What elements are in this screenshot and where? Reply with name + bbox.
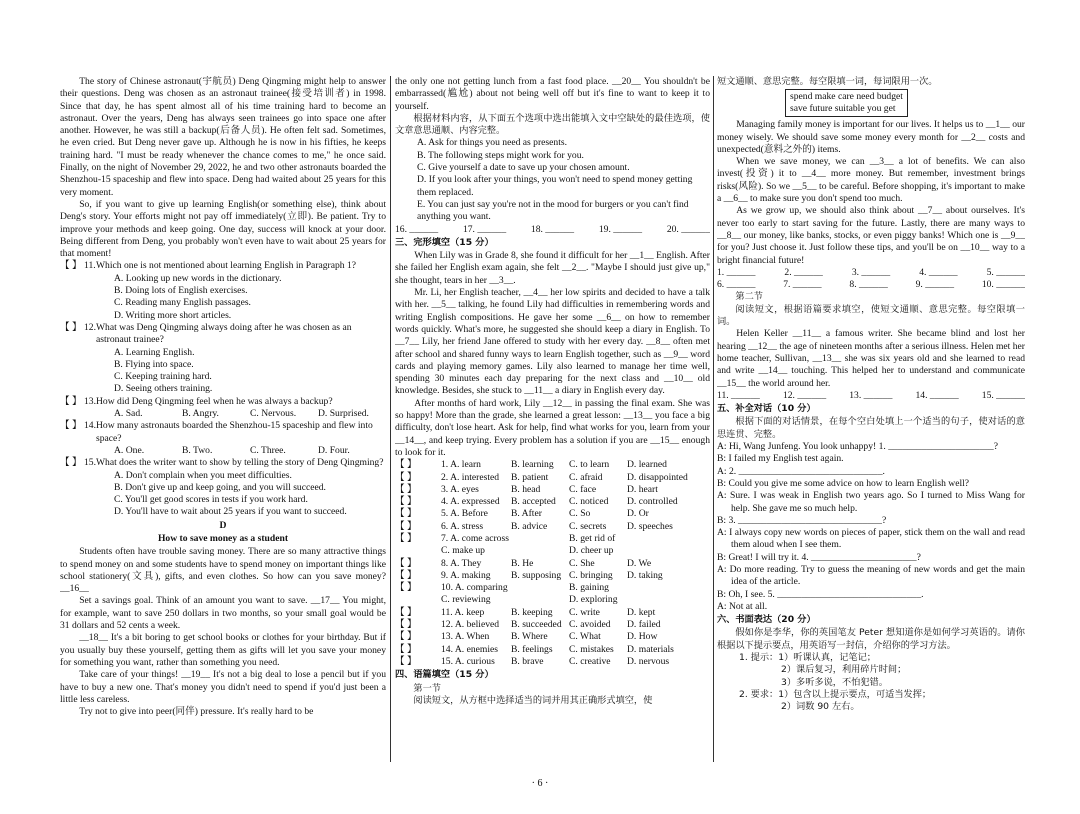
option xyxy=(511,594,569,606)
money-paragraph: As we grow up, we should also think about __7__ about ourselves. It's never too early to start saving for the future. Lastly, there are many ways to __8__ our money, like banks, stocks, or even piggy banks! Which one is __9__ for you? Just choose it. Just follow these tips, and you'll be on __10__ way to a bright financial future! xyxy=(717,205,1025,266)
cloze-option-row xyxy=(395,521,710,533)
dialogue-line: A: Do more reading. Try to guess the meaning of new words and get the main idea of the article. xyxy=(717,563,1025,588)
answer-blank: 20. ______ xyxy=(666,223,710,235)
option: B. learning xyxy=(511,459,554,471)
option: C. You'll get good scores in tests if you work hard. xyxy=(114,494,308,506)
writing-tip: 2）词数 90 左右。 xyxy=(781,701,860,713)
option: B. After xyxy=(511,508,542,520)
answer-blank: 17. ______ xyxy=(462,223,507,235)
section-3-title: 三、完形填空（15 分） xyxy=(395,236,494,248)
dialogue-line: B: Great! I will try it. 4. ______________________? xyxy=(717,551,921,563)
answer-bracket[interactable]: 【 】 xyxy=(60,420,82,432)
writing-tip: 2）课后复习，利用碎片时间； xyxy=(781,664,907,676)
answer-bracket[interactable]: 【 】 xyxy=(395,483,417,495)
option: D. Writing more short articles. xyxy=(114,309,232,321)
question-stem: How many astronauts boarded the Shenzhou-15 spaceship and flew into space? xyxy=(96,420,373,444)
option: D. kept xyxy=(627,606,656,618)
cloze-option-row xyxy=(395,570,710,582)
option: A. Learning English. xyxy=(114,346,195,358)
answer-blank: 10. ______ xyxy=(981,279,1025,291)
answer-blank: 13. ______ xyxy=(849,389,893,401)
option: D. failed xyxy=(627,619,661,631)
option: A. Sad. xyxy=(114,408,143,420)
answer-blanks xyxy=(717,390,1025,402)
option: C. to learn xyxy=(569,459,610,471)
passage-d-paragraph: Students often have trouble saving money. There are so many attractive things to spend money on and some students have to spend money on important things like school stationery(文具), gifts, and even clothes. So how can you save money? __16__ xyxy=(60,546,386,595)
dialogue-line: B: I failed my English test again. xyxy=(717,453,844,465)
option: 12. A. believed xyxy=(441,619,500,631)
answer-bracket[interactable]: 【 】 xyxy=(395,569,417,581)
option: B. Flying into space. xyxy=(114,358,194,370)
answer-bracket[interactable]: 【 】 xyxy=(395,459,417,471)
passage-d-paragraph: __18__ It's a bit boring to get school books or clothes for your birthday. But if you usually buy these yourself, getting them as gifts will let you save your money for something you want, rather than something you need. xyxy=(60,632,386,668)
answer-blanks xyxy=(717,279,1025,291)
option: C. Give yourself a date to save up your chosen amount. xyxy=(417,162,630,174)
option: B. feelings xyxy=(511,643,553,655)
question-item xyxy=(60,260,386,272)
option xyxy=(627,594,710,606)
option: 11. A. keep xyxy=(441,606,485,618)
writing-tip: 1. 提示：1）听课认真，记笔记； xyxy=(739,652,876,664)
option: D. Or xyxy=(627,508,649,520)
answer-bracket[interactable]: 【 】 xyxy=(395,582,417,594)
option: B. brave xyxy=(511,655,544,667)
cloze-option-row xyxy=(395,496,710,508)
answer-bracket xyxy=(395,545,441,557)
option: C. creative xyxy=(569,655,611,667)
answer-blank: 2. ______ xyxy=(784,266,823,278)
cloze-option-row xyxy=(395,644,710,656)
option xyxy=(511,533,569,545)
option: 8. A. They xyxy=(441,557,482,569)
cloze-option-row xyxy=(395,558,710,570)
part-1-title: 第一节 xyxy=(413,682,441,694)
cloze-option-row xyxy=(395,607,710,619)
question-number: 11. xyxy=(84,260,96,272)
question-item xyxy=(60,396,386,408)
word-box-line: save future suitable you get xyxy=(790,103,896,115)
answer-bracket[interactable]: 【 】 xyxy=(395,631,417,643)
option: C. make up xyxy=(441,545,485,557)
section-5-title: 五、补全对话（10 分） xyxy=(717,403,816,415)
answer-bracket[interactable]: 【 】 xyxy=(60,395,82,407)
option: 13. A. When xyxy=(441,631,490,643)
option: D. controlled xyxy=(627,496,678,508)
money-paragraph: Managing family money is important for our lives. It helps us to __1__ our money wisely. We should save some money every month for __2__ costs and unexpected(意料之外的) items. xyxy=(717,119,1025,155)
option: D. We xyxy=(627,557,652,569)
word-box-line: spend make care need budget xyxy=(790,91,903,103)
option: D. exploring xyxy=(569,594,618,606)
answer-bracket[interactable]: 【 】 xyxy=(395,557,417,569)
option: D. How xyxy=(627,631,658,643)
section-6-instruction: 假如你是李华，你的英国笔友 Peter 想知道你是如何学习英语的。请你根据以下提示要点，用英语写一封信，介绍你的学习方法。 xyxy=(717,627,1025,651)
answer-blank: 14. ______ xyxy=(915,389,959,401)
answer-bracket[interactable]: 【 】 xyxy=(395,532,417,544)
option: 1. A. learn xyxy=(441,459,481,471)
option: D. If you look after your things, you won't need to spend money getting them replaced. xyxy=(417,174,693,198)
cloze-paragraph: After months of hard work, Lily __12__ in passing the final exam. She was so happy! More than the grade, she learned a great lesson: __13__ you face a big difficulty, don't lose heart. Ask for help, find what works for you, learn from your __14__, and keep trying. Every problem has a solution if you are __15__ enough to look for it. xyxy=(395,397,710,458)
cloze-options xyxy=(395,459,710,668)
answer-blank: 19. ______ xyxy=(598,223,643,235)
option: C. What xyxy=(569,631,601,643)
option: A. Ask for things you need as presents. xyxy=(417,137,568,149)
answer-blanks xyxy=(395,224,710,236)
question-number: 12. xyxy=(84,321,96,333)
option: B. supposing xyxy=(511,569,562,581)
cloze-option-row xyxy=(395,508,710,520)
option: D. learned xyxy=(627,459,667,471)
cloze-option-row xyxy=(395,582,710,594)
answer-bracket[interactable]: 【 】 xyxy=(395,643,417,655)
cloze-option-row xyxy=(395,545,710,557)
column-divider xyxy=(713,76,714,762)
question-item xyxy=(60,322,386,347)
option: D. Four. xyxy=(318,444,350,456)
answer-blank: 18. ______ xyxy=(530,223,575,235)
answer-blank: 12. ______ xyxy=(782,389,827,401)
passage-d-paragraph: Set a savings goal. Think of an amount you want to save. __17__ You might, for example, want to save 250 dollars in two months, so your small goal would be 31 dollars and 52 cents a week. xyxy=(60,595,386,632)
part-2-title: 第二节 xyxy=(735,291,763,303)
option: D. You'll have to wait about 25 years if you want to succeed. xyxy=(114,506,347,518)
option: B. advice xyxy=(511,520,548,532)
option: B. He xyxy=(511,557,534,569)
option: 14. A. enemies xyxy=(441,643,499,655)
option: A. One. xyxy=(114,444,145,456)
option: D. materials xyxy=(627,643,674,655)
option: C. So xyxy=(569,508,591,520)
option: B. Two. xyxy=(182,444,213,456)
dialogue-line: B: 3. ______________________________? xyxy=(717,514,887,526)
word-box xyxy=(785,89,908,117)
column-left xyxy=(60,76,386,762)
option: D. cheer up xyxy=(569,545,614,557)
option: C. Nervous. xyxy=(250,408,297,420)
option: C. avoided xyxy=(569,619,611,631)
question-stem: Which one is not mentioned about learning English in Paragraph 1? xyxy=(96,260,357,272)
question-item xyxy=(60,457,386,469)
answer-bracket[interactable]: 【 】 xyxy=(395,619,417,631)
answer-blank: 16. ______ xyxy=(395,223,439,235)
option: C. afraid xyxy=(569,471,603,483)
option: 2. A. interested xyxy=(441,471,500,483)
dialogue-line: A: I always copy new words on pieces of paper, stick them on the wall and read them aloud when I see them. xyxy=(717,527,1025,551)
option xyxy=(627,545,710,557)
answer-bracket[interactable]: 【 】 xyxy=(60,321,82,333)
option: D. speeches xyxy=(627,520,673,532)
option: B. head xyxy=(511,483,541,495)
option: 15. A. curious xyxy=(441,655,495,667)
answer-blank: 1. ______ xyxy=(717,266,756,278)
option: A. Don't complain when you meet difficulties. xyxy=(114,469,292,481)
option-row xyxy=(60,445,386,457)
cloze-option-row xyxy=(395,656,710,668)
writing-tip: 2. 要求：1）包含以上提示要点，可适当发挥； xyxy=(739,688,932,700)
passage-c-paragraph: So, if you want to give up learning English(or something else), think about Deng's story. Your efforts might not pay off immediately(立即). Be patient. Try to improve your methods and keep going. One day, success will knock at your door. Being different from Deng, you probably won't even have to wait about 25 years for that moment! xyxy=(60,198,386,260)
option: B. Doing lots of English exercises. xyxy=(114,285,248,297)
option: B. Where xyxy=(511,631,548,643)
section-4-title: 四、语篇填空（15 分） xyxy=(395,669,494,681)
option: B. keeping xyxy=(511,606,553,618)
passage-d-paragraph: Take care of your things! __19__ It's not a big deal to lose a pencil but if you have to buy a new one. That's money you didn't need to spend if you'd just been a little less careless. xyxy=(60,669,386,705)
answer-blank: 9. ______ xyxy=(915,279,954,291)
dialogue-line: A: Not at all. xyxy=(717,600,768,612)
cloze-option-row xyxy=(395,631,710,643)
option xyxy=(627,533,710,545)
passage-d-continued: the only one not getting lunch from a fast food place. __20__ You shouldn't be embarrassed(尴尬) about not being well off but it's fine to want to keep it to yourself. xyxy=(395,76,710,112)
option: B. Don't give up and keep going, and you will succeed. xyxy=(114,481,326,493)
option: C. Keeping training hard. xyxy=(114,371,212,383)
passage-d-letter: D xyxy=(219,519,227,531)
cloze-option-row xyxy=(395,484,710,496)
option: C. mistakes xyxy=(569,643,614,655)
option: B. gaining xyxy=(569,582,609,594)
passage-d-paragraph: Try not to give into peer(同伴) pressure. It's really hard to be xyxy=(79,706,314,718)
option: B. patient xyxy=(511,471,549,483)
answer-bracket xyxy=(395,594,441,606)
option: C. reviewing xyxy=(441,594,491,606)
cloze-option-row xyxy=(395,459,710,471)
answer-blank: 4. ______ xyxy=(919,266,958,278)
column-right xyxy=(717,76,1025,762)
option: A. Looking up new words in the dictionary. xyxy=(114,272,282,284)
option: 6. A. stress xyxy=(441,520,484,532)
option: D. taking xyxy=(627,569,663,581)
question-number: 14. xyxy=(84,420,96,432)
answer-bracket[interactable]: 【 】 xyxy=(395,508,417,520)
keller-paragraph: Helen Keller __11__ a famous writer. She became blind and lost her hearing __12__ the age of nineteen months after a serious illness. Helen met her home teacher, Sullivan, __13__ she was six years old and she learned to read and write __14__ touching. This helped her to understand and communicate __15__ the world around her. xyxy=(717,328,1025,389)
answer-blank: 8. ______ xyxy=(849,279,888,291)
cloze-option-row xyxy=(395,619,710,631)
option xyxy=(511,545,569,557)
cloze-paragraph: When Lily was in Grade 8, she found it difficult for her __1__ English. After she failed her English exam again, she felt __2__. "Maybe I should just give up," she thought, tears in her __3__. xyxy=(395,250,710,286)
dialogue-line: A: Hi, Wang Junfeng. You look unhappy! 1. ______________________? xyxy=(717,441,998,453)
option: 10. A. comparing xyxy=(441,582,508,594)
passage-d-title: How to save money as a student xyxy=(157,532,289,544)
writing-tip: 3）多听多说，不怕犯错。 xyxy=(781,676,888,688)
cloze-paragraph: Mr. Li, her English teacher, __4__ her low spirits and decided to have a talk with her. __5__ talking, he found Lily had difficulties in remembering words and writing English compositions. He gave her some __6__ on how to remember words quickly. What's more, he suggested she should keep a diary in English. To __7__ Lily, her friend Jane offered to study with her every day. __8__ often met after school and shared funny ways to learn English together, such as __9__ word cards and playing memory games. Lily also learned to manage her time well, spending 30 minutes each day preparing for the next class and __10__ old knowledge. Besides, she stuck to __11__ a diary in English every day. xyxy=(395,287,710,397)
dialogue-line: B: Oh, I see. 5. ______________________________. xyxy=(717,588,924,600)
writing-tips xyxy=(717,652,1025,713)
page-number: · 6 · xyxy=(531,778,549,789)
option: D. Surprised. xyxy=(318,408,369,420)
option: B. accepted xyxy=(511,496,556,508)
part-1-instruction: 阅读短文，从方框中选择适当的词并用其正确形式填空，使 xyxy=(413,694,653,706)
column-divider xyxy=(390,76,391,762)
answer-bracket[interactable]: 【 】 xyxy=(395,496,417,508)
option: C. Reading many English passages. xyxy=(114,297,251,309)
option: 4. A. expressed xyxy=(441,496,500,508)
dialogue xyxy=(717,441,1025,613)
option-row xyxy=(60,408,386,420)
answer-bracket[interactable]: 【 】 xyxy=(395,655,417,667)
passage-c-paragraph: The story of Chinese astronaut(宇航员) Deng Qingming might help to answer their questions. Deng was chosen as an astronaut trainee(接受培训者) in 1998. Since that day, he has spent almost all of his time training hard to become an astronaut. Over the years, Deng has always seen trainees go into space one after another. However, he was still a backup(后备人员). He often felt sad. Sometimes, he even cried. But Deng never gave up. Although he is now in his fifties, he keeps training hard. "I must be ready whenever the chance comes to me," he once said. Finally, on the night of November 29, 2022, he and two other astronauts boarded the Shenzhou-15 spaceship and flew into space. Deng had waited about 25 years for this very moment. xyxy=(60,76,386,198)
option: 9. A. making xyxy=(441,569,491,581)
answer-bracket[interactable]: 【 】 xyxy=(395,606,417,618)
option xyxy=(511,582,569,594)
question-item xyxy=(60,420,386,445)
option: 7. A. come across xyxy=(441,532,509,544)
option: B. Angry. xyxy=(182,408,219,420)
answer-blanks xyxy=(717,267,1025,279)
option: E. You can just say you're not in the mood for burgers or you can't find anything you want. xyxy=(417,198,689,223)
option: B. get rid of xyxy=(569,532,616,544)
answer-blank: 15. ______ xyxy=(981,389,1025,401)
question-number: 15. xyxy=(84,457,96,469)
cloze-option-row xyxy=(395,472,710,484)
option: C. write xyxy=(569,606,600,618)
cloze-option-row xyxy=(395,533,710,545)
section-5-instruction: 根据下面的对话情景，在每个空白处填上一个适当的句子，使对话的意思连贯、完整。 xyxy=(717,416,1025,440)
option: D. nervous xyxy=(627,655,670,667)
answer-blank: 3. ______ xyxy=(851,266,891,278)
column-middle xyxy=(395,76,710,762)
answer-bracket[interactable]: 【 】 xyxy=(60,457,82,469)
answer-bracket[interactable]: 【 】 xyxy=(395,471,417,483)
option: C. Three. xyxy=(250,444,286,456)
option: 5. A. Before xyxy=(441,508,488,520)
question-stem: How did Deng Qingming feel when he was always a backup? xyxy=(96,395,333,407)
seven-choose-five-instruction: 根据材料内容，从下面五个选项中选出能填入文中空缺处的最佳选项，使文章意思通顺、内容完整。 xyxy=(395,112,710,137)
answer-blank: 5. ______ xyxy=(986,266,1025,278)
option: C. noticed xyxy=(569,496,609,508)
dialogue-line: B: Could you give me some advice on how to learn English well? xyxy=(717,477,970,489)
question-list xyxy=(60,260,386,518)
option: C. secrets xyxy=(569,520,607,532)
cloze-option-row xyxy=(395,594,710,606)
option: B. succeeded xyxy=(511,619,562,631)
option: C. bringing xyxy=(569,569,613,581)
answer-bracket[interactable]: 【 】 xyxy=(395,520,417,532)
answer-bracket[interactable]: 【 】 xyxy=(60,260,82,272)
answer-blank: 7. ______ xyxy=(783,279,822,291)
option: D. disappointed xyxy=(627,471,688,483)
money-paragraph: When we save money, we can __3__ a lot of benefits. We can also invest(投资) it to __4__ more money. But remember, investment brings risks(风险). So we __5__ to be careful. Before shopping, it's important to make a __6__ to make sure you don't spend too much. xyxy=(717,156,1025,205)
option: D. Seeing others training. xyxy=(114,383,213,395)
dialogue-line: A: Sure. I was weak in English two years ago. So I turned to Miss Wang for help. She gave me so much help. xyxy=(717,490,1025,514)
option: C. She xyxy=(569,557,595,569)
option xyxy=(627,582,710,594)
part-2-instruction: 阅读短文，根据语篇要求填空，使短文通顺、意思完整。每空限填一词。 xyxy=(717,303,1025,328)
option: C. face xyxy=(569,483,597,495)
answer-blank: 11. ______ xyxy=(717,389,760,401)
option: 3. A. eyes xyxy=(441,483,479,495)
question-number: 13. xyxy=(84,395,96,407)
option: B. The following steps might work for you. xyxy=(417,149,584,161)
part-1-instruction-continued: 短文通顺、意思完整。每空限填一词，每词限用一次。 xyxy=(717,76,938,87)
option-list xyxy=(395,137,710,223)
dialogue-line: A: 2. ______________________________. xyxy=(717,465,885,477)
answer-blank: 6. ______ xyxy=(717,279,756,291)
option: D. heart xyxy=(627,483,658,495)
question-stem: What was Deng Qingming always doing after he was chosen as an astronaut trainee? xyxy=(96,321,352,346)
section-6-title: 六、书面表达（20 分） xyxy=(717,614,816,626)
question-stem: What does the writer want to show by telling the story of Deng Qingming? xyxy=(96,457,384,469)
